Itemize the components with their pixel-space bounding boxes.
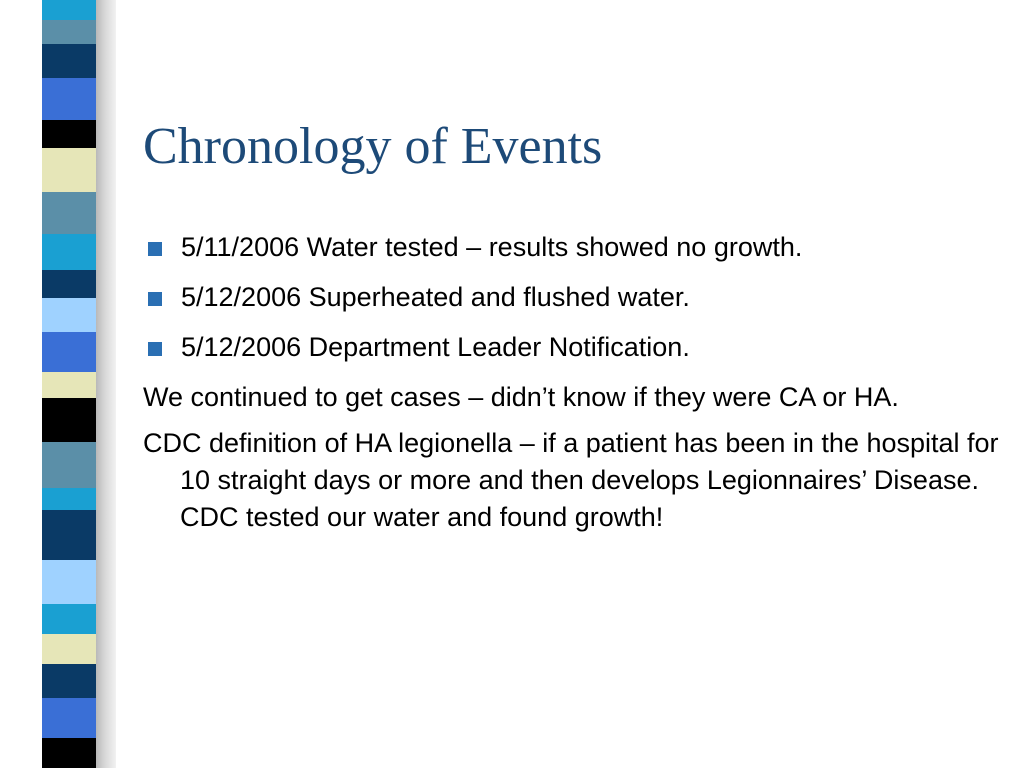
stripe <box>42 234 96 270</box>
body-paragraph: CDC definition of HA legionella – if a patient has been in the hospital for 10 straight days or more and then develops Legionnaires’ Disease. CDC tested our water and found growth! <box>143 428 999 532</box>
stripe <box>42 488 96 510</box>
slide-title: Chronology of Events <box>143 118 603 175</box>
stripe <box>42 398 96 442</box>
square-bullet-icon <box>148 292 162 306</box>
bullet-item <box>143 329 1005 366</box>
stripe <box>42 298 96 332</box>
stripe-column <box>42 0 96 768</box>
square-bullet-icon <box>148 242 162 256</box>
stripe <box>42 634 96 664</box>
stripe <box>42 120 96 148</box>
bullet-text: 5/12/2006 Department Leader Notification. <box>181 332 690 362</box>
stripe <box>42 698 96 738</box>
stripe <box>42 192 96 234</box>
stripe <box>42 78 96 120</box>
stripe <box>42 604 96 634</box>
bullet-item <box>143 229 1005 266</box>
stripe <box>42 664 96 698</box>
stripe <box>42 20 96 44</box>
bullet-item <box>143 279 1005 316</box>
stripe <box>42 148 96 192</box>
stripe <box>42 372 96 398</box>
stripe <box>42 442 96 488</box>
body-paragraph: We continued to get cases – didn’t know if they were CA or HA. <box>143 382 899 412</box>
slide-body <box>143 229 1005 545</box>
stripe <box>42 332 96 372</box>
bullet-text: 5/12/2006 Superheated and flushed water. <box>181 282 690 312</box>
stripe <box>42 560 96 604</box>
stripe <box>42 270 96 298</box>
stripe <box>42 44 96 78</box>
square-bullet-icon <box>148 342 162 356</box>
stripe <box>42 0 96 20</box>
bullet-text: 5/11/2006 Water tested – results showed no growth. <box>181 232 803 262</box>
stripe <box>42 510 96 560</box>
decorative-strip <box>0 0 96 768</box>
strip-shadow <box>96 0 116 768</box>
stripe <box>42 738 96 768</box>
